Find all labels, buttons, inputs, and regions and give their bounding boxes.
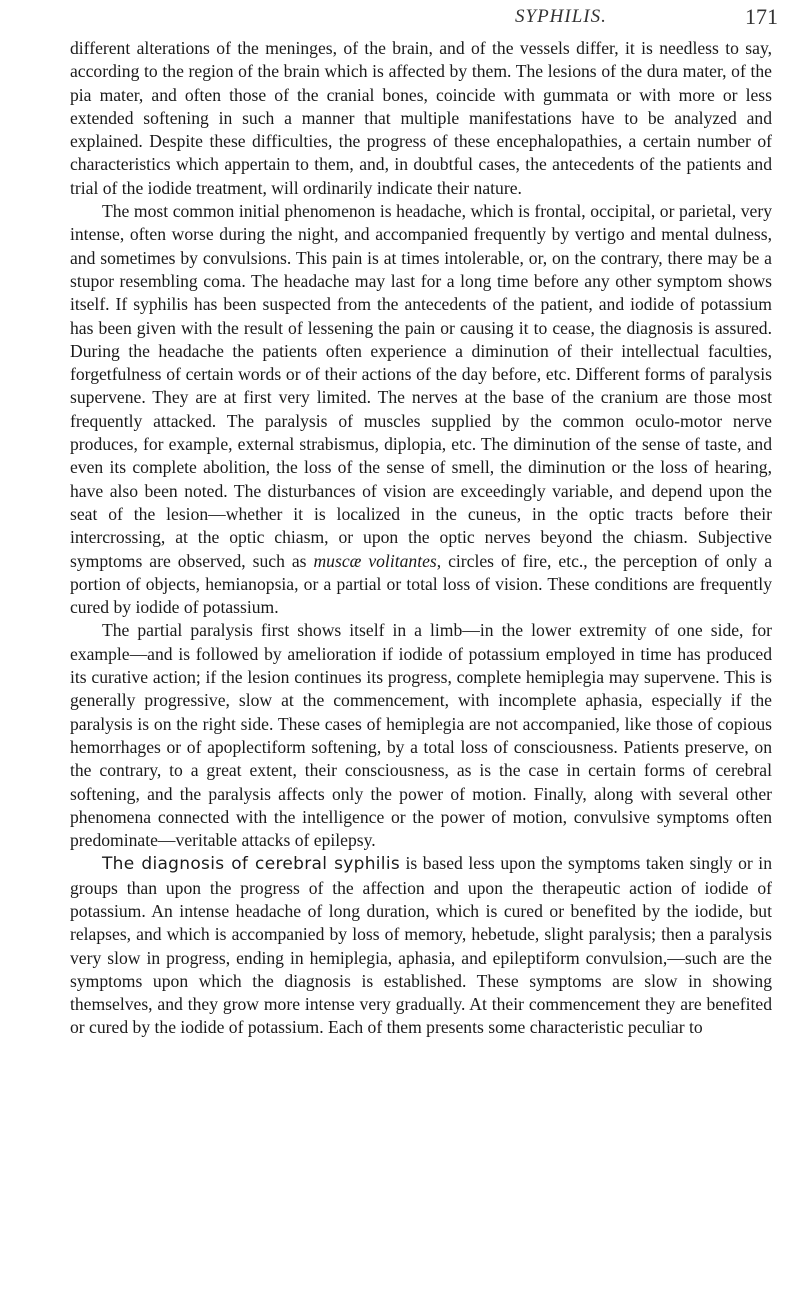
paragraph-diagnosis [70, 852, 772, 1039]
page-number: 171 [745, 4, 778, 29]
body-text [70, 37, 772, 1040]
run-in-heading: The diagnosis of cerebral syphilis [102, 854, 400, 875]
paragraph-continued: different alterations of the meninges, of the brain, and of the vessels differ, it is needless to say, according to the region of the brain which is affected by them. The lesions of the dura mater, of the pia mater, and often those of the cranial bones, coincide with gummata or with more or less extended softening in such a manner that multiple manifestations have to be analyzed and explained. Despite these difficulties, the progress of these encephalopathies, a certain number of characteristics which appertain to them, and, in doubtful cases, the antecedents of the patients and trial of the iodide treatment, will ordinarily indicate their nature. [70, 38, 772, 198]
running-title: SYPHILIS. [515, 6, 607, 27]
paragraph-text: , circles of fire, etc., the perception of only a portion of objects, hemianopsia, or a partial or total loss of vision. These conditions are frequently cured by iodide of potassium. [70, 550, 773, 618]
paragraph-headache [70, 200, 772, 619]
latin-term: muscæ volitantes [313, 550, 437, 571]
paragraph-text: The most common initial phenomenon is headache, which is frontal, occipital, or parietal, very intense, often worse during the night, and accompanied frequently by vertigo and mental dulness, and sometimes by convulsions. This pain is at times intolerable, or, on the contrary, there may be a stupor resembling coma. The headache may last for a long time before any other symptom shows itself. If syphilis has been suspected from the antecedents of the patient, and iodide of potassium has been given with the result of lessening the pain or causing it to cease, the diagnosis is assured. During the headache the patients often experience a diminution of their intellectual faculties, forgetfulness of certain words or of their actions of the day before, etc. Different forms of paralysis supervene. They are at first very limited. The nerves at the base of the cranium are those most frequently attacked. The paralysis of muscles supplied by the common oculo-motor nerve produces, for example, external strabismus, diplopia, etc. The diminution of the sense of taste, and even its complete abolition, the loss of the sense of smell, the diminution or the loss of hearing, have also been noted. The disturbances of vision are exceedingly variable, and depend upon the seat of the lesion—whether it is localized in the cuneus, in the optic tracts before their intercrossing, at the optic chiasm, or upon the optic nerves beyond the chiasm. Subjective symptoms are observed, such as [70, 201, 772, 571]
paragraph-partial-paralysis: The partial paralysis first shows itself in a limb—in the lower extremity of one side, for example—and is followed by amelioration if iodide of potassium employed in time has produced its curative action; if the lesion continues its progress, complete hemiplegia may supervene. This is generally progressive, slow at the commencement, with incomplete aphasia, especially if the paralysis is on the right side. These cases of hemiplegia are not accompanied, like those of copious hemorrhages or of apoplectiform softening, by a total loss of consciousness. Patients preserve, on the contrary, to a great extent, their consciousness, as is the case in certain forms of cerebral softening, and the paralysis affects only the power of motion. Finally, along with several other phenomena connected with the intelligence or the power of motion, convulsive symptoms often predominate—veritable attacks of epilepsy. [70, 620, 772, 851]
paragraph-text: is based less upon the symptoms taken singly or in groups than upon the progress of the affection and upon the therapeutic action of iodide of potassium. An intense headache of long duration, which is cured or benefited by the iodide, but relapses, and which is accompanied by loss of memory, hebetude, slight paralysis; then a paralysis very slow in progress, ending in hemiplegia, aphasia, and epileptiform convulsion,—such are the symptoms upon which the diagnosis is established. These symptoms are slow in showing themselves, and they grow more intense very gradually. At their commencement they are benefited or cured by the iodide of potassium. Each of them presents some characteristic peculiar to [70, 853, 772, 1038]
